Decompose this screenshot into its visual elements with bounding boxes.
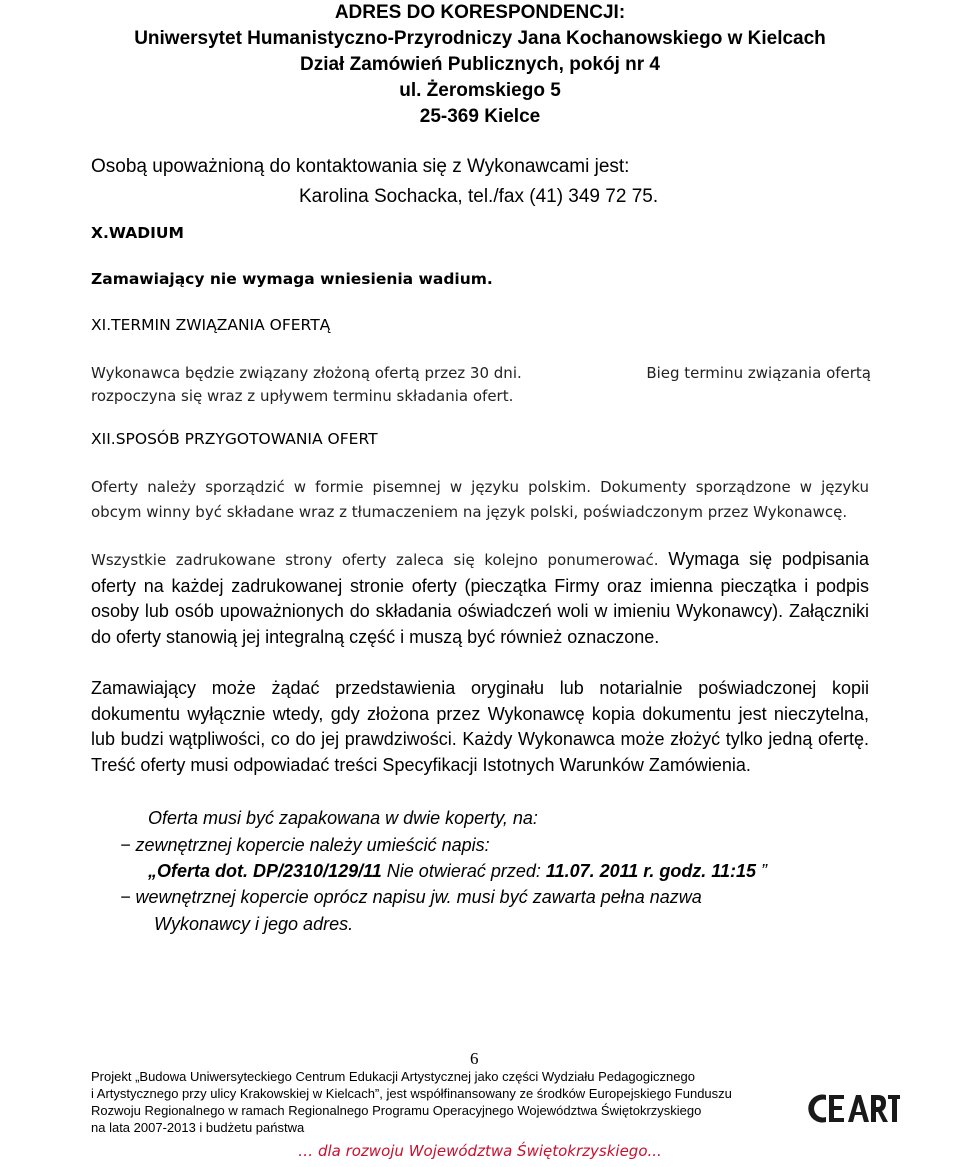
address-heading: ADRES DO KORESPONDENCJI: [334,2,626,23]
termin-text [91,362,871,408]
termin-line-1b: Bieg terminu związania ofertą [646,364,871,382]
address-line-department: Dział Zamówień Publicznych, pokój nr 4 [299,54,660,75]
envelope-label [148,858,767,885]
footer-line: Projekt „Budowa Uniwersyteckiego Centrum Edukacji Artystycznej jako części Wydziału Pedagogicznego [91,1069,695,1084]
contact-person [91,152,658,212]
termin-line-2: rozpoczyna się wraz z upływem terminu składania ofert. [91,387,514,405]
termin-line-1a: Wykonawca będzie związany złożoną ofertą przez 30 dni. [91,364,522,382]
envelope-label-text: Nie otwierać przed: [386,861,541,881]
sposob-paragraph-3: Zamawiający może żądać przedstawienia oryginału lub notarialnie poświadczonej kopii dokumentu wyłącznie wtedy, gdy złożona przez Wykonawcę kopia dokumentu jest nieczytelna, lub budzi wątpliwości, co do jej prawdziwości. Każdy Wykonawca może złożyć tylko jedną ofertę. Treść oferty musi odpowiadać treści Specyfikacji Istotnych Warunków Zamówienia. [91,678,869,775]
envelope-label-reference: „Oferta dot. DP/2310/129/11 [148,861,382,881]
envelope-label-date: 11.07. 2011 r. godz. 11:15 [545,861,757,881]
sposob-p2-sentence-a: Wszystkie zadrukowane strony oferty zaleca się kolejno ponumerować. [91,551,659,569]
address-line-city: 25-369 Kielce [419,106,541,127]
wadium-text: Zamawiający nie wymaga wniesienia wadium. [91,270,493,288]
sposob-p1-sentence-a: Oferty należy sporządzić w formie pisemnej w języku polskim. [91,478,592,496]
envelope-inner: − wewnętrznej kopercie oprócz napisu jw. musi być zawarta pełna nazwa [120,887,702,907]
envelope-intro: Oferta musi być zapakowana w dwie koperty, na: [148,808,538,828]
ceart-logo [808,1070,900,1128]
regional-slogan: … dla rozwoju Województwa Świętokrzyskiego... [298,1142,662,1160]
sposob-p2-sentence-b: Wymaga się podpisania oferty na każdej zadrukowanej stronie oferty (pieczątka Firmy oraz imienna pieczątka i podpis osoby lub osób upoważnionych do składania oświadczeń woli w imieniu Wykonawcy). Załączniki do oferty stanowią jej integralną część i muszą być również oznaczone. [91,549,869,647]
sposob-p1-sentence-b: Dokumenty sporządzone w języku obcym winny być składane wraz z tłumaczeniem na język polski, poświadczonym przez Wykonawcę. [91,478,869,521]
footer-line: Rozwoju Regionalnego w ramach Regionalnego Programu Operacyjnego Województwa Świętokrzyskiego [91,1103,702,1118]
sposob-paragraph-2 [91,547,869,650]
correspondence-address [0,0,960,130]
envelope-inner-continued: Wykonawcy i jego adres. [154,914,354,934]
footer-line: na lata 2007-2013 i budżetu państwa [91,1120,305,1135]
section-title-termin: XI.TERMIN ZWIĄZANIA OFERTĄ [91,316,331,334]
section-title-wadium: X.WADIUM [91,224,184,242]
envelope-label-quote: ” [761,861,768,881]
footer-project-info [91,1068,781,1136]
footer-line: i Artystycznego przy ulicy Krakowskiej w Kielcach”, jest współfinansowany ze środków Europejskiego Funduszu [91,1086,732,1101]
address-line-university: Uniwersytet Humanistyczno-Przyrodniczy Jana Kochanowskiego w Kielcach [134,28,826,49]
page-number: 6 [470,1049,479,1068]
address-line-street: ul. Żeromskiego 5 [399,80,561,101]
envelope-outer: − zewnętrznej kopercie należy umieścić napis: [120,835,490,855]
section-title-sposob: XII.SPOSÓB PRZYGOTOWANIA OFERT [91,430,378,448]
contact-details: Karolina Sochacka, tel./fax (41) 349 72 75. [299,186,659,207]
contact-intro: Osobą upoważnioną do kontaktowania się z Wykonawcami jest: [91,156,630,177]
sposob-paragraph-1 [91,475,869,525]
